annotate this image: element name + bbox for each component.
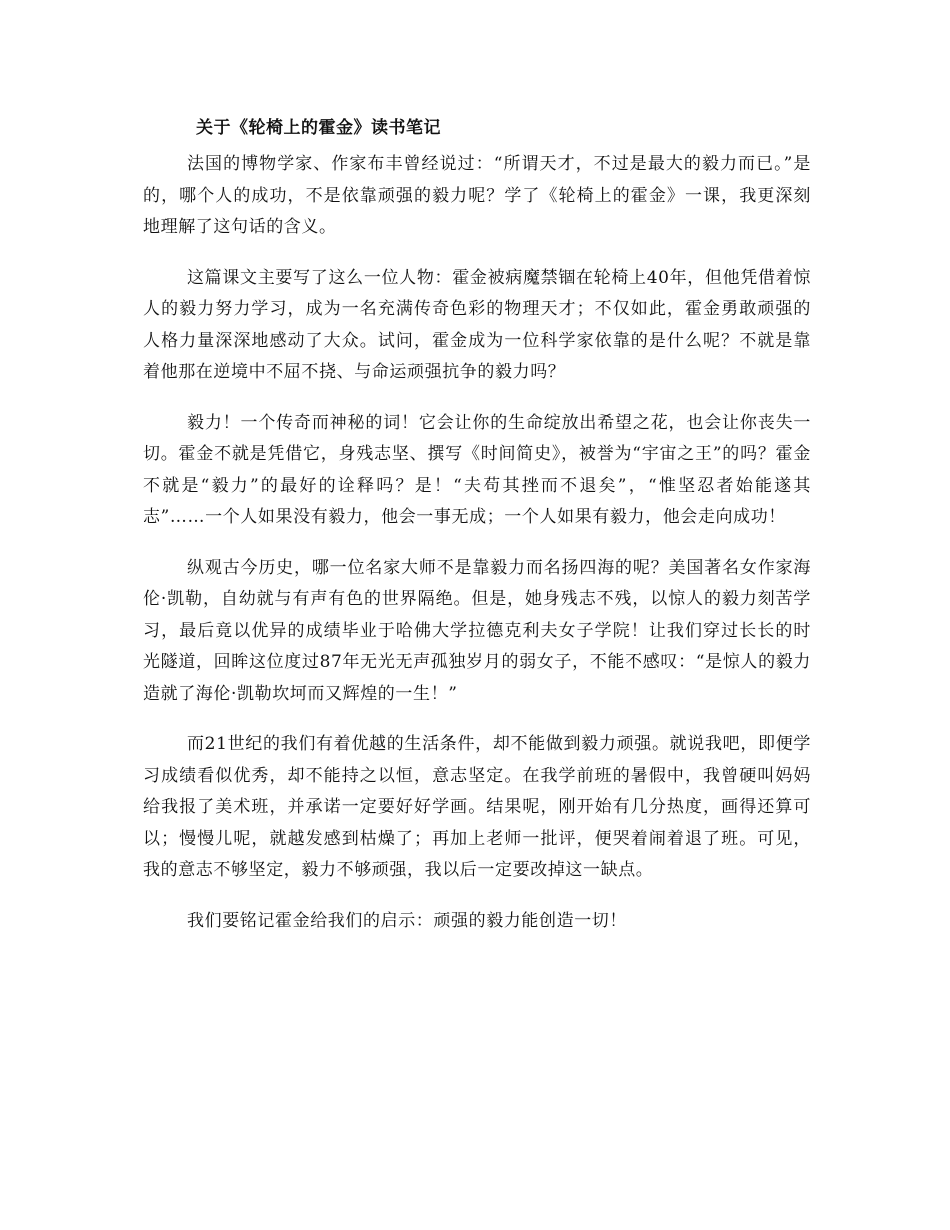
paragraph-5: 而21世纪的我们有着优越的生活条件，却不能做到毅力顽强。就说我吧，即便学习成绩看似优秀，却不能持之以恒，意志坚定。在我学前班的暑假中，我曾硬叫妈妈给我报了美术班，并承诺一定要好好学画。结果呢，刚开始有几分热度，画得还算可以；慢慢儿呢，就越发感到枯燥了；再加上老师一批评，便哭着闹着退了班。可见，我的意志不够坚定，毅力不够顽强，我以后一定要改掉这一缺点。 <box>143 734 811 880</box>
paragraph-4: 纵观古今历史，哪一位名家大师不是靠毅力而名扬四海的呢？美国著名女作家海伦·凯勒，自幼就与有声有色的世界隔绝。但是，她身残志不残，以惊人的毅力刻苦学习，最后竟以优异的成绩毕业于哈佛大学拉德克利夫女子学院！让我们穿过长长的时光隧道，回眸这位度过87年无光无声孤独岁月的弱女子，不能不感叹：“是惊人的毅力造就了海伦·凯勒坎坷而又辉煌的一生！” <box>143 557 811 704</box>
document-body <box>143 149 811 937</box>
paragraph-1: 法国的博物学家、作家布丰曾经说过：“所谓天才，不过是最大的毅力而已。”是的，哪个人的成功，不是依靠顽强的毅力呢？学了《轮椅上的霍金》一课，我更深刻地理解了这句话的含义。 <box>143 154 811 237</box>
paragraph-6: 我们要铭记霍金给我们的启示：顽强的毅力能创造一切！ <box>187 910 627 931</box>
document-title: 关于《轮椅上的霍金》读书笔记 <box>196 118 441 138</box>
paragraph-3: 毅力！一个传奇而神秘的词！它会让你的生命绽放出希望之花，也会让你丧失一切。霍金不就是凭借它，身残志坚、撰写《时间简史》，被誉为“宇宙之王”的吗？霍金不就是“毅力”的最好的诠释吗？是！“夫苟其挫而不退矣”，“惟坚忍者始能遂其志”……一个人如果没有毅力，他会一事无成；一个人如果有毅力，他会走向成功！ <box>143 412 811 527</box>
paragraph-2: 这篇课文主要写了这么一位人物：霍金被病魔禁锢在轮椅上40年，但他凭借着惊人的毅力努力学习，成为一名充满传奇色彩的物理天才；不仅如此，霍金勇敢顽强的人格力量深深地感动了大众。试问，霍金成为一位科学家依靠的是什么呢？不就是靠着他那在逆境中不屈不挠、与命运顽强抗争的毅力吗？ <box>143 267 811 382</box>
